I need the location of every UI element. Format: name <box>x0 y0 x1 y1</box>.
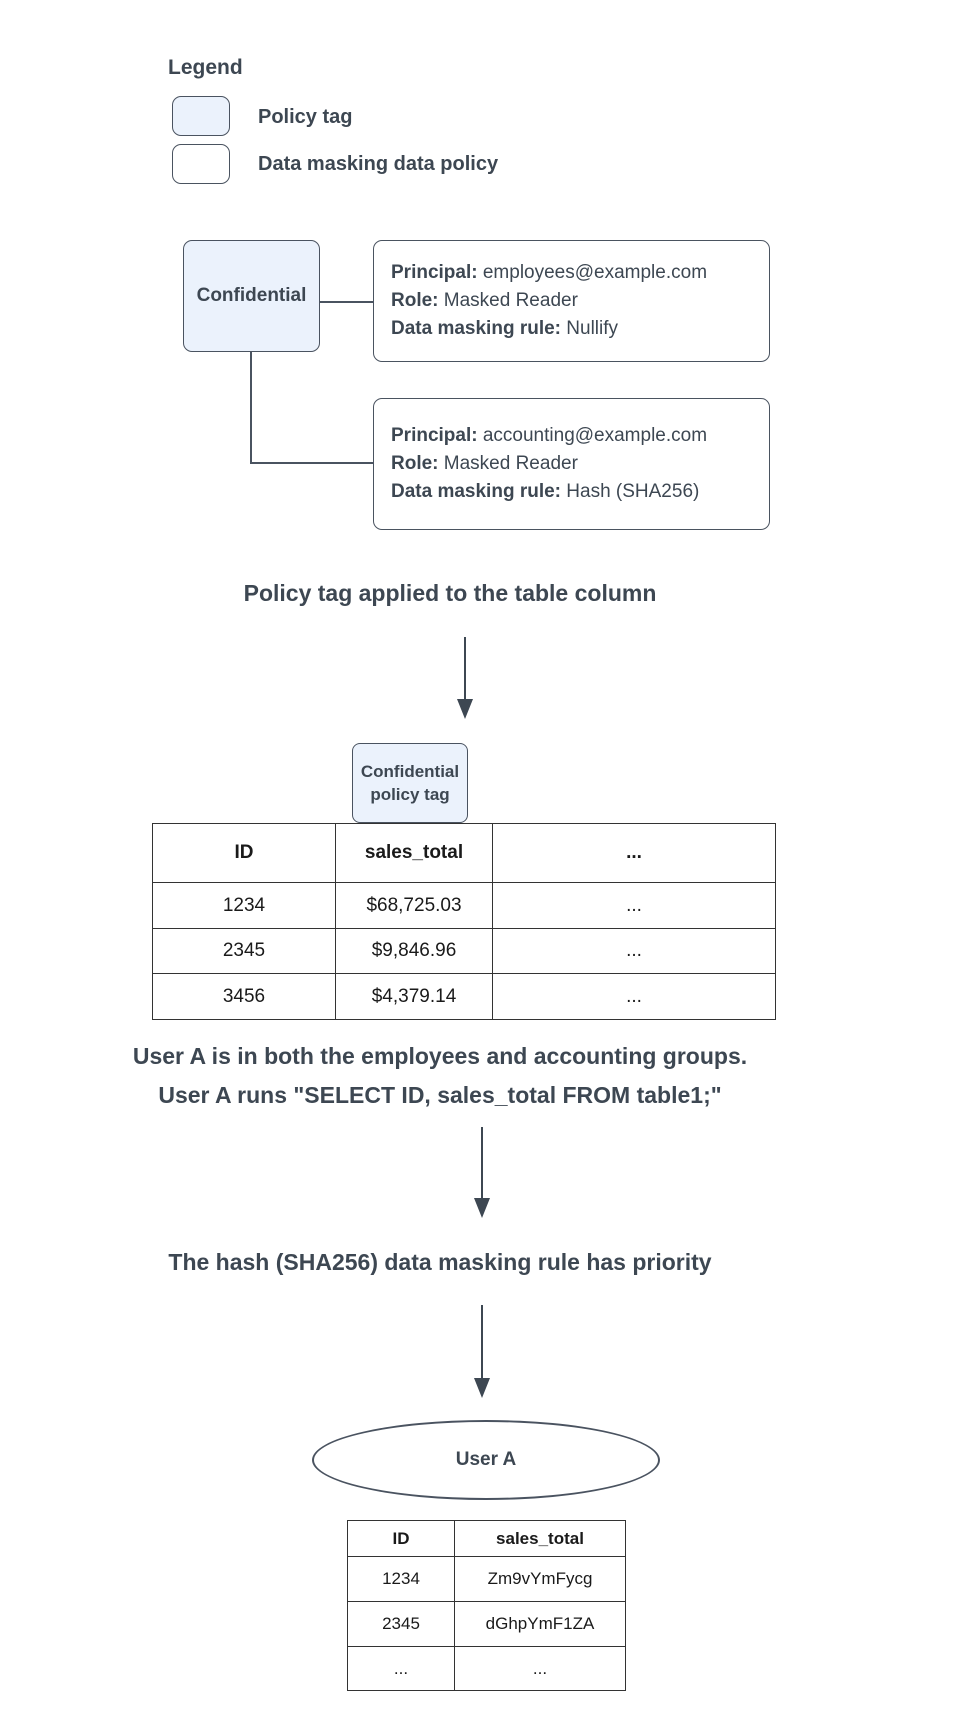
cell-id: 1234 <box>153 883 336 929</box>
source-header-id: ID <box>153 824 336 883</box>
cell-sales-total-masked: dGhpYmF1ZA <box>455 1602 626 1647</box>
source-table <box>152 823 776 1020</box>
cell-id: 2345 <box>153 929 336 974</box>
policy2-role-value: Masked Reader <box>443 453 578 474</box>
tag-callout-line2: policy tag <box>370 785 450 804</box>
cell-ellipsis: ... <box>493 929 776 974</box>
arrow-to-user-head <box>474 1378 490 1398</box>
cell-id: 3456 <box>153 974 336 1020</box>
cell-id: 2345 <box>348 1602 455 1647</box>
policy1-rule-value: Nullify <box>566 318 619 339</box>
cell-sales-total: $68,725.03 <box>336 883 493 929</box>
policy1-rule-line <box>391 318 769 340</box>
heading-policy-tag-applied: Policy tag applied to the table column <box>243 580 657 606</box>
source-header-sales-total: sales_total <box>336 824 493 883</box>
table-row <box>153 883 776 929</box>
user-a-label: User A <box>455 1449 517 1470</box>
heading-hash-priority: The hash (SHA256) data masking rule has priority <box>168 1249 712 1275</box>
legend-title: Legend <box>168 56 243 79</box>
result-header-sales-total: sales_total <box>455 1521 626 1557</box>
policy1-principal-value: employees@example.com <box>482 262 708 283</box>
policy1-principal-label: Principal: <box>391 262 478 283</box>
tag-callout-line1: Confidential <box>360 762 460 781</box>
policy2-rule-value: Hash (SHA256) <box>566 481 700 502</box>
policy2-rule-label: Data masking rule: <box>391 481 561 502</box>
legend-label-data-policy: Data masking data policy <box>258 153 499 175</box>
data-policy-box-hash <box>373 398 770 530</box>
cell-ellipsis: ... <box>493 883 776 929</box>
policy2-principal-label: Principal: <box>391 425 478 446</box>
policy1-role-line <box>391 290 769 312</box>
data-policy-box-nullify <box>373 240 770 362</box>
connector-confidential-to-policy2-horizontal <box>250 462 373 464</box>
table-row <box>348 1602 626 1647</box>
policy1-principal-line <box>391 262 769 284</box>
arrow-to-table-line <box>464 637 466 700</box>
policy1-role-value: Masked Reader <box>443 290 578 311</box>
user-a-node <box>312 1420 660 1500</box>
policy1-role-label: Role: <box>391 290 439 311</box>
arrow-to-priority-line <box>481 1127 483 1199</box>
table-row <box>348 1557 626 1602</box>
cell-sales-total: $9,846.96 <box>336 929 493 974</box>
source-header-ellipsis: ... <box>493 824 776 883</box>
arrow-to-table-head <box>457 699 473 719</box>
policy2-principal-value: accounting@example.com <box>482 425 708 446</box>
policy2-role-line <box>391 453 769 475</box>
result-table-header-row <box>348 1521 626 1557</box>
heading-user-groups-line1: User A is in both the employees and accounting groups. <box>132 1043 748 1069</box>
policy-tag-node-label: Confidential <box>196 285 307 306</box>
result-header-id: ID <box>348 1521 455 1557</box>
cell-id: ... <box>348 1647 455 1691</box>
cell-sales-total: $4,379.14 <box>336 974 493 1020</box>
policy-tag-swatch <box>172 96 230 136</box>
policy2-rule-line <box>391 481 769 503</box>
policy-tag-node-confidential <box>183 240 320 352</box>
legend-label-policy-tag: Policy tag <box>258 106 353 128</box>
cell-ellipsis: ... <box>493 974 776 1020</box>
policy2-principal-line <box>391 425 769 447</box>
confidential-policy-tag-callout <box>352 743 468 823</box>
table-row <box>153 974 776 1020</box>
table-row <box>153 929 776 974</box>
arrow-to-user-line <box>481 1305 483 1379</box>
heading-user-groups-line2: User A runs "SELECT ID, sales_total FROM table1;" <box>158 1082 722 1108</box>
connector-confidential-to-policy2-vertical <box>250 352 252 464</box>
cell-sales-total-masked: Zm9vYmFycg <box>455 1557 626 1602</box>
masked-result-table <box>347 1520 626 1691</box>
policy1-rule-label: Data masking rule: <box>391 318 561 339</box>
data-policy-swatch <box>172 144 230 184</box>
source-table-header-row <box>153 824 776 883</box>
connector-confidential-to-policy1 <box>320 301 373 303</box>
cell-id: 1234 <box>348 1557 455 1602</box>
cell-sales-total-masked: ... <box>455 1647 626 1691</box>
table-row <box>348 1647 626 1691</box>
policy2-role-label: Role: <box>391 453 439 474</box>
arrow-to-priority-head <box>474 1198 490 1218</box>
